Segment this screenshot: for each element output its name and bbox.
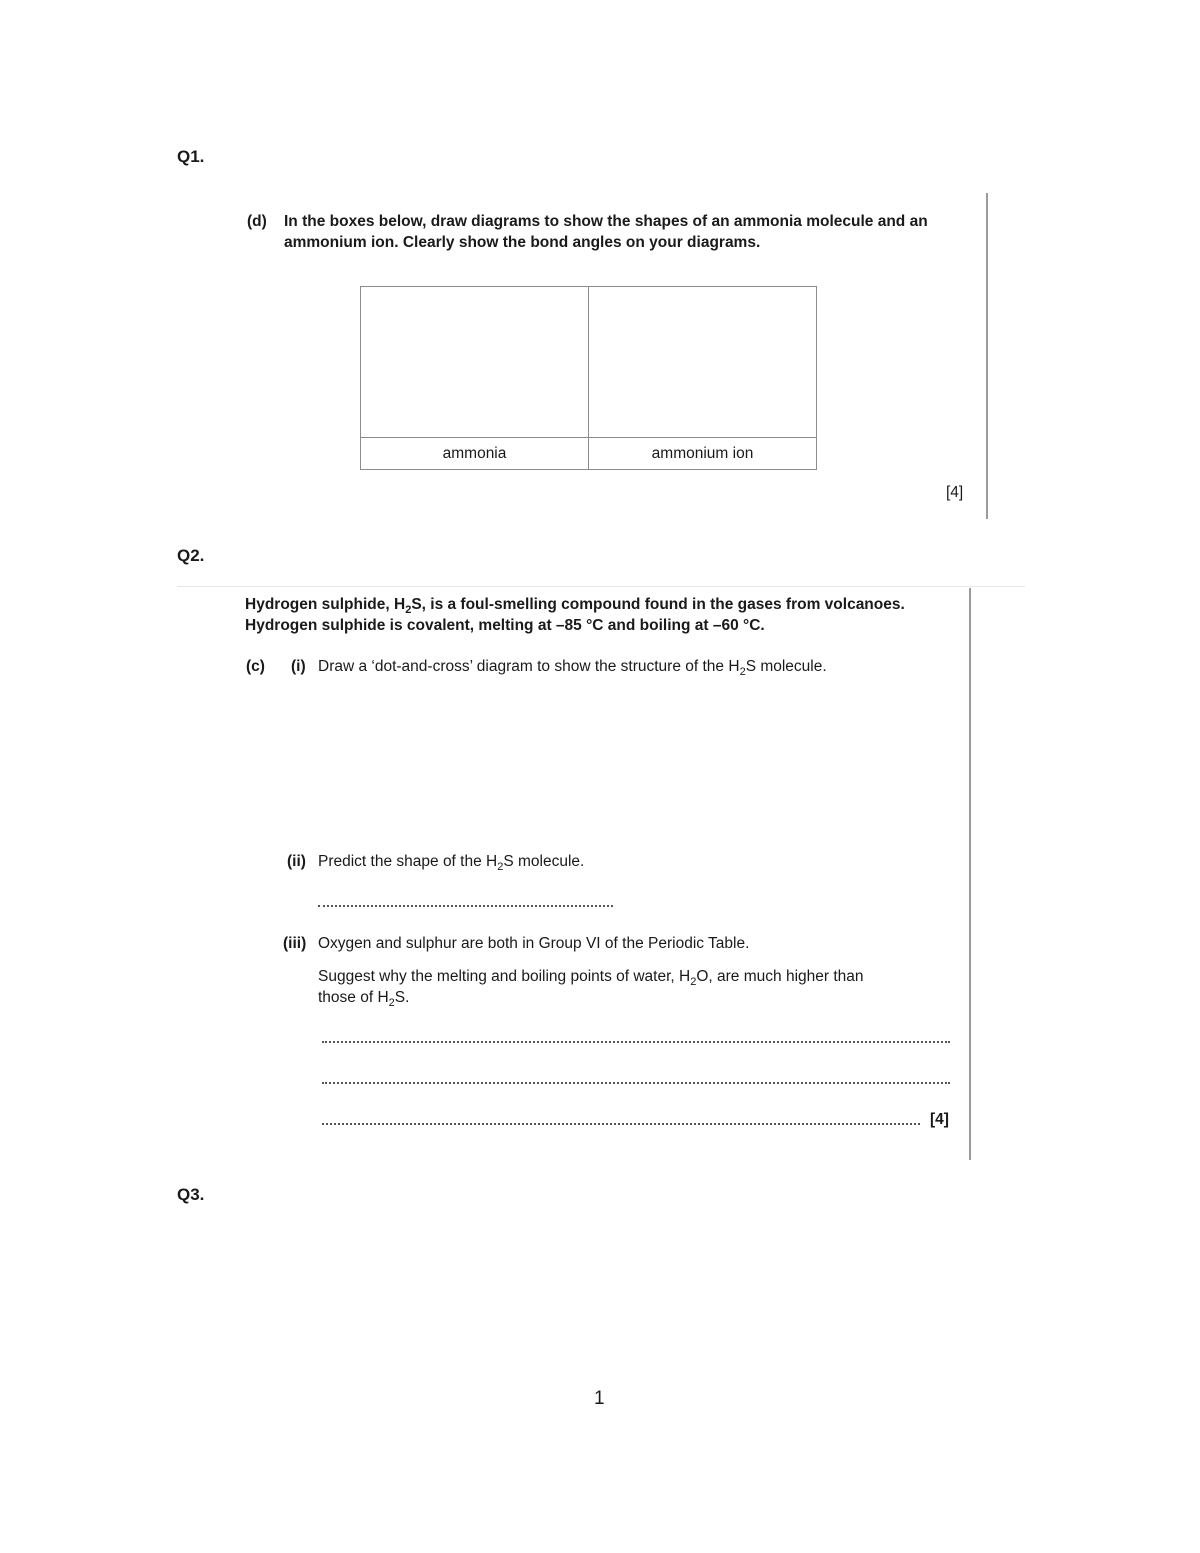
q2-iii-answer-line-1[interactable] — [322, 1041, 950, 1043]
q2-iii-suggest-line1-a: Suggest why the melting and boiling points of water, H — [318, 968, 691, 985]
q2-iii-suggest-line1-b: O, are much higher than — [696, 968, 864, 985]
q2-intro-line1 — [245, 594, 905, 617]
q2-iii-text: Oxygen and sulphur are both in Group VI of the Periodic Table. — [318, 935, 750, 952]
q2-iii-suggest-line1 — [318, 966, 864, 989]
ammonia-drawing-box[interactable] — [361, 287, 589, 438]
q2-marks: [4] — [930, 1111, 949, 1128]
question-number-q3: Q3. — [177, 1185, 205, 1204]
q2-ii-label: (ii) — [287, 853, 306, 870]
q2-i-label: (i) — [291, 658, 306, 675]
q2-ii-sub: 2 — [497, 861, 504, 873]
q2-iii-suggest-line2-a: those of H — [318, 989, 389, 1006]
q2-ii-text — [318, 851, 584, 874]
q2-i-text — [318, 656, 827, 679]
dot-and-cross-answer-space[interactable] — [318, 690, 948, 830]
section-divider — [177, 586, 1025, 587]
q1-question-line1: In the boxes below, draw diagrams to show the shapes of an ammonia molecule and an — [284, 213, 928, 230]
q2-ii-answer-line[interactable] — [318, 905, 613, 907]
drawing-boxes — [360, 286, 817, 470]
q1-question-line2: ammonium ion. Clearly show the bond angles on your diagrams. — [284, 234, 761, 251]
ammonium-ion-box-label: ammonium ion — [589, 438, 817, 470]
q2-iii-suggest-line1-sub: 2 — [690, 976, 697, 988]
q2-part-label: (c) — [246, 658, 265, 675]
q2-ii-text-a: Predict the shape of the H — [318, 853, 498, 870]
ammonium-ion-drawing-box[interactable] — [589, 287, 817, 438]
q1-marks: [4] — [946, 484, 964, 501]
q2-iii-suggest-line2-sub: 2 — [388, 997, 395, 1009]
question-number-q2: Q2. — [177, 546, 205, 565]
q2-i-text-a: Draw a ‘dot-and-cross’ diagram to show the structure of the H — [318, 658, 740, 675]
margin-rule-q2 — [969, 588, 971, 1160]
q2-intro-line1-a: Hydrogen sulphide, H — [245, 596, 406, 613]
question-number-q1: Q1. — [177, 147, 205, 166]
q2-ii-text-b: S molecule. — [503, 853, 585, 870]
q2-intro-line2: Hydrogen sulphide is covalent, melting at –85 °C and boiling at –60 °C. — [245, 617, 765, 634]
page-number: 1 — [594, 1388, 605, 1409]
q2-i-sub: 2 — [739, 666, 746, 678]
ammonia-box-label: ammonia — [361, 438, 589, 470]
q2-iii-label: (iii) — [283, 935, 307, 952]
q2-iii-suggest-line2-b: S. — [394, 989, 410, 1006]
q2-iii-answer-line-3[interactable] — [322, 1123, 920, 1125]
q2-intro-line1-sub: 2 — [405, 604, 412, 616]
q1-part-label: (d) — [247, 213, 267, 230]
q2-iii-suggest-line2 — [318, 987, 409, 1010]
q2-i-text-b: S molecule. — [745, 658, 827, 675]
q2-iii-answer-line-2[interactable] — [322, 1082, 950, 1084]
q2-intro-line1-b: S, is a foul-smelling compound found in the gases from volcanoes. — [411, 596, 905, 613]
margin-rule-q1 — [986, 193, 988, 519]
